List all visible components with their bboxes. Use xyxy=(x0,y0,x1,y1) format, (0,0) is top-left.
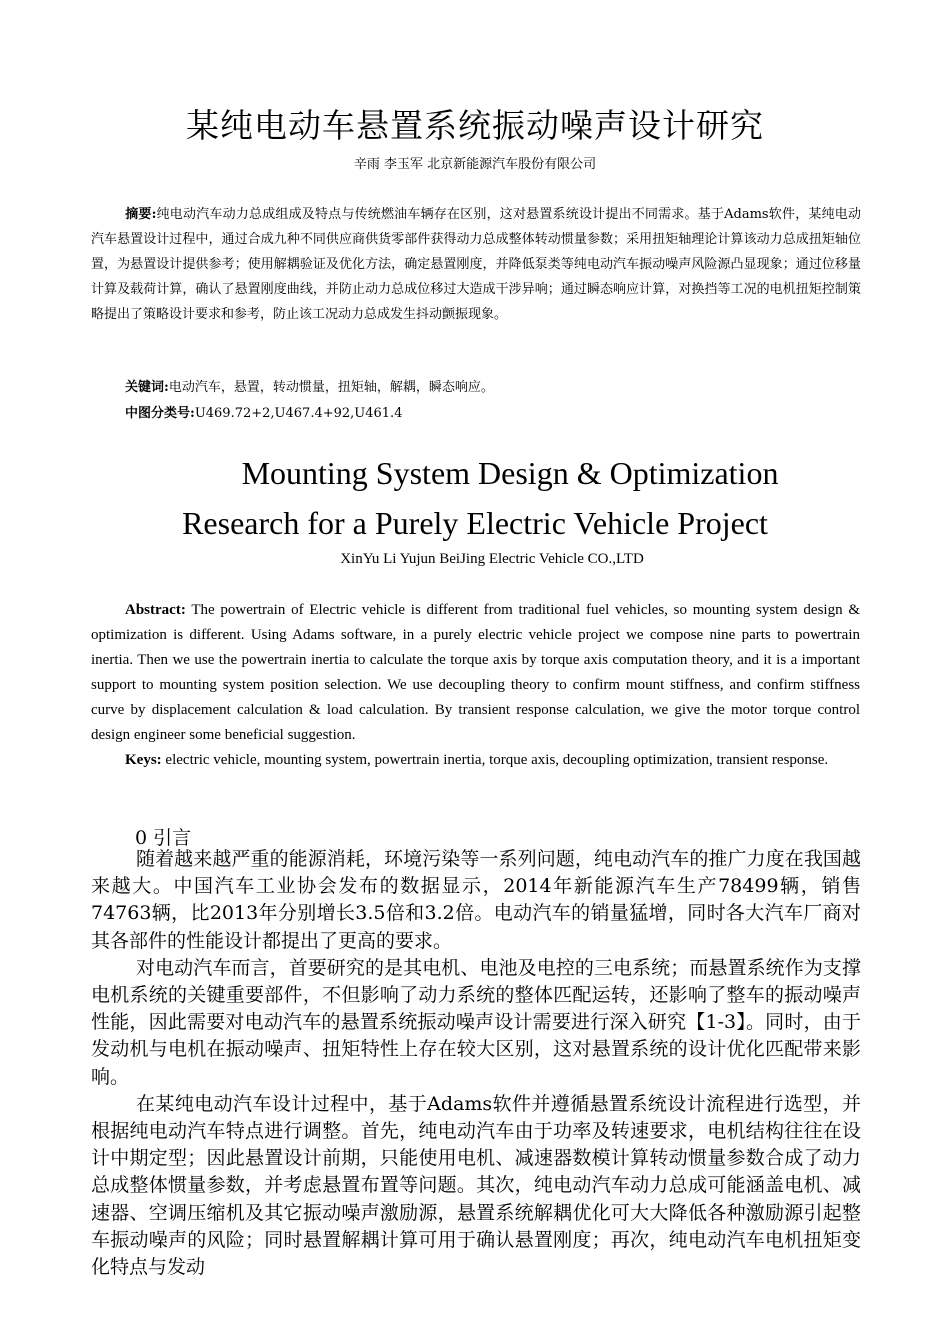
english-abstract-label: Abstract: xyxy=(125,602,186,618)
english-title-line-1: Mounting System Design & Optimization xyxy=(241,455,779,491)
chinese-authors: 辛雨 李玉军 北京新能源汽车股份有限公司 xyxy=(353,157,597,172)
english-keys-text: electric vehicle, mounting system, powertrain inertia, torque axis, decoupling optimization, transient response. xyxy=(165,752,829,768)
chinese-keywords-text: 电动汽车，悬置，转动惯量，扭矩轴，解耦，瞬态响应。 xyxy=(168,380,494,395)
chinese-abstract-text: 纯电动汽车动力总成组成及特点与传统燃油车辆存在区别，这对悬置系统设计提出不同需求。基于Adams软件，某纯电动汽车悬置设计过程中，通过合成九种不同供应商供货零部件获得动力总成整体转动惯量参数；采用扭矩轴理论计算该动力总成扭矩轴位置，为悬置设计提供参考；使用解耦验证及优化方法，确定悬置刚度，并降低泵类等纯电动汽车振动噪声风险源凸显现象；通过位移量计算及载荷计算，确认了悬置刚度曲线，并防止动力总成位移过大造成干涉异响；通过瞬态响应计算，对换挡等工况的电机扭矩控制策略提出了策略设计要求和参考，防止该工况动力总成发生抖动颤振现象。 xyxy=(91,207,861,322)
english-keys-label: Keys: xyxy=(125,752,162,768)
introduction-paragraph-3: 在某纯电动汽车设计过程中，基于Adams软件并遵循悬置系统设计流程进行选型，并根据纯电动汽车特点进行调整。首先，纯电动汽车由于功率及转速要求，电机结构往往在设计中期定型；因此悬置设计前期，只能使用电机、减速器数模计算转动惯量参数合成了动力总成整体惯量参数，并考虑悬置布置等问题。其次，纯电动汽车动力总成可能涵盖电机、减速器、空调压缩机及其它振动噪声激励源，悬置系统解耦优化可大大降低各种激励源引起整车振动噪声的风险；同时悬置解耦计算可用于确认悬置刚度；再次，纯电动汽车电机扭矩变化特点与发动 xyxy=(91,1092,861,1279)
introduction-paragraph-2: 对电动汽车而言，首要研究的是其电机、电池及电控的三电系统；而悬置系统作为支撑电机系统的关键重要部件，不但影响了动力系统的整体匹配运转，还影响了整车的振动噪声性能，因此需要对电动汽车的悬置系统振动噪声设计需要进行深入研究【1-3】。同时，由于发动机与电机在振动噪声、扭矩特性上存在较大区别，这对悬置系统的设计优化匹配带来影响。 xyxy=(91,956,861,1088)
chinese-keywords-label: 关键词: xyxy=(125,380,169,395)
chinese-classification-text: U469.72+2,U467.4+92,U461.4 xyxy=(194,406,403,421)
chinese-title: 某纯电动车悬置系统振动噪声设计研究 xyxy=(186,106,764,145)
introduction-paragraph-1: 随着越来越严重的能源消耗，环境污染等一系列问题，纯电动汽车的推广力度在我国越来越大。中国汽车工业协会发布的数据显示，2014年新能源汽车生产78499辆，销售74763辆，比2013年分别增长3.5倍和3.2倍。电动汽车的销量猛增，同时各大汽车厂商对其各部件的性能设计都提出了更高的要求。 xyxy=(91,848,861,952)
chinese-keywords xyxy=(125,376,865,395)
english-title-line-2: Research for a Purely Electric Vehicle Project xyxy=(182,505,768,541)
english-authors: XinYu Li Yujun BeiJing Electric Vehicle CO.,LTD xyxy=(340,551,644,567)
chinese-abstract-label: 摘要: xyxy=(125,207,157,222)
chinese-classification-label: 中图分类号: xyxy=(125,406,195,421)
chinese-classification xyxy=(125,402,865,421)
introduction-body xyxy=(91,846,861,1281)
section-heading-introduction: 0 引言 xyxy=(135,827,192,849)
english-abstract-text: The powertrain of Electric vehicle is different from traditional fuel vehicles, so mounting system design & optimization is different. Using Adams software, in a purely electric vehicle project we compose nine parts to powertrain inertia. Then we use the powertrain inertia to calculate the torque axis by torque axis computation theory, and it is a important support to mounting system position selection. We use decoupling theory to confirm mount stiffness, and confirm stiffness curve by displacement calculation & load calculation. By transient response calculation, we give the motor torque control design engineer some beneficial suggestion. xyxy=(91,602,860,743)
english-keys xyxy=(91,748,860,773)
english-abstract xyxy=(91,598,860,748)
chinese-abstract xyxy=(91,202,861,327)
